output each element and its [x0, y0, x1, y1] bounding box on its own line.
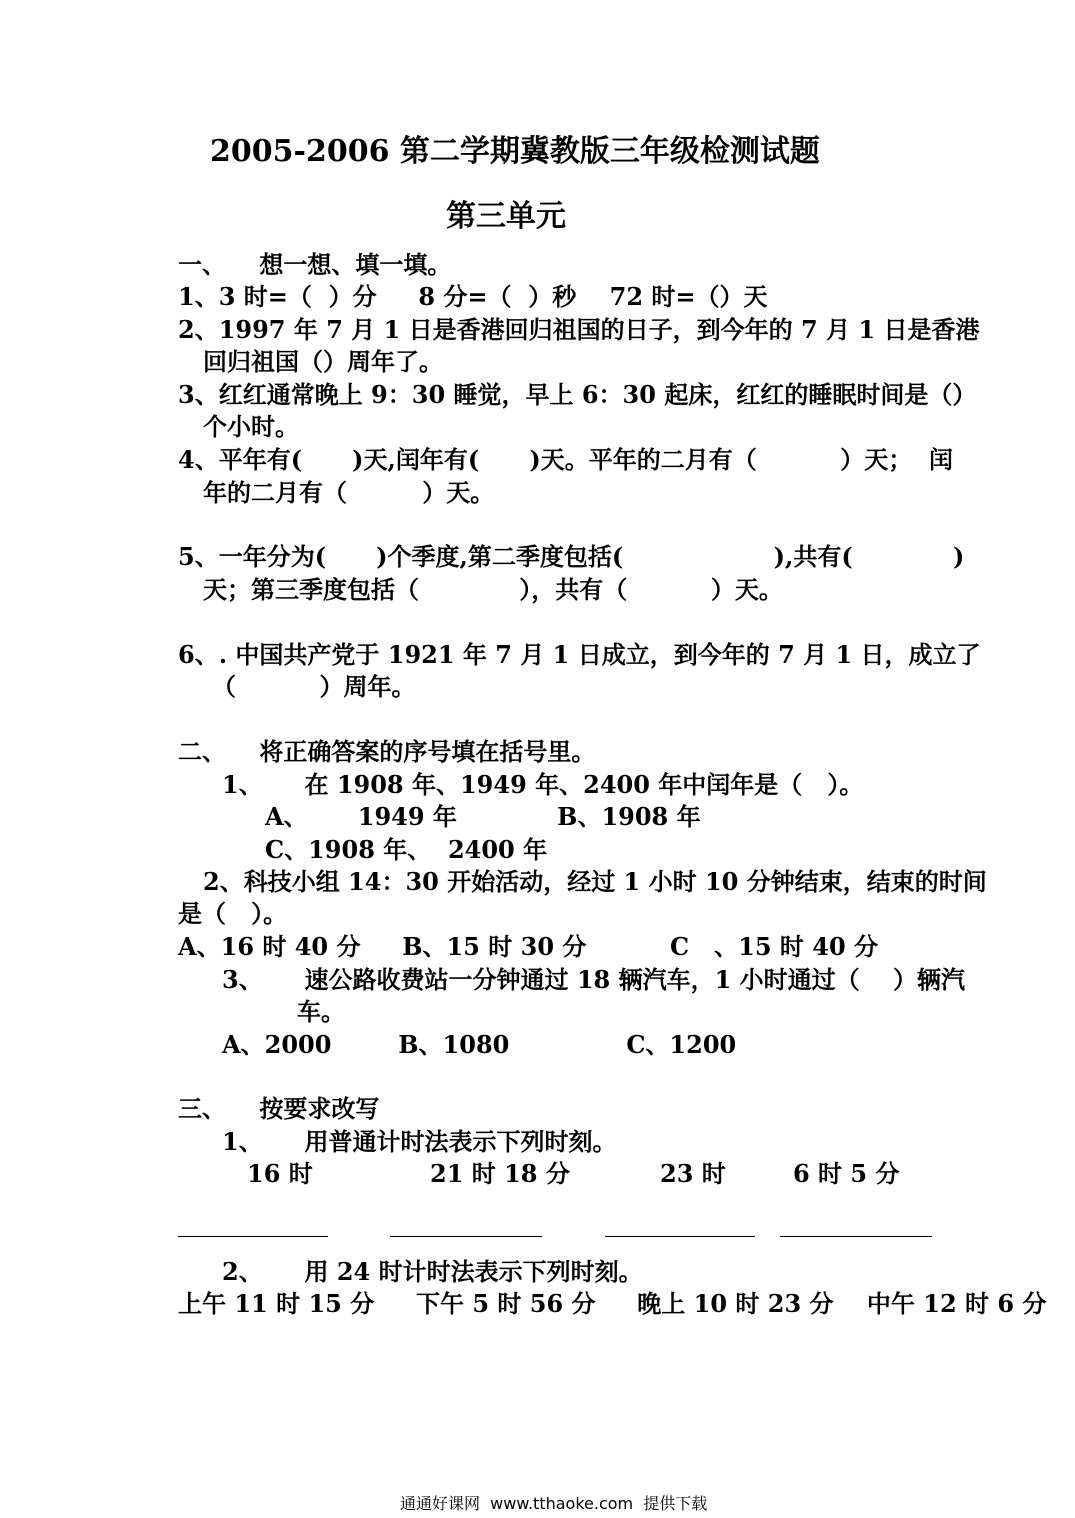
- question-1-3-line1: 3、红红通常晚上 9：30 睡觉，早上 6：30 起床，红红的睡眠时间是（）: [178, 380, 977, 409]
- question-3-1: 1、 用普通计时法表示下列时刻。: [222, 1127, 617, 1156]
- unit-title: 第三单元: [446, 199, 566, 234]
- question-1-2-line1: 2、1997 年 7 月 1 日是香港回归祖国的日子，到今年的 7 月 1 日是香港: [178, 315, 980, 344]
- answer-blank-3: [605, 1236, 755, 1237]
- question-3-2: 2、 用 24 时计时法表示下列时刻。: [222, 1257, 643, 1286]
- question-2-1: 1、 在 1908 年、1949 年、2400 年中闰年是（ ）。: [222, 770, 864, 799]
- section-2-heading: 二、 将正确答案的序号填在括号里。: [178, 737, 596, 766]
- question-1-6-line2: （ ）周年。: [212, 672, 416, 701]
- question-2-3-options: A、2000 B、1080 C、1200: [222, 1030, 737, 1059]
- question-3-1-time-2: 21 时 18 分: [430, 1159, 570, 1188]
- section-1-heading: 一、 想一想、填一填。: [178, 250, 452, 279]
- question-2-3-line2: 车。: [297, 997, 345, 1026]
- question-3-1-time-1: 16 时: [247, 1159, 313, 1188]
- answer-blank-2: [390, 1236, 542, 1237]
- page-title: 2005-2006 第二学期冀教版三年级检测试题: [210, 134, 820, 169]
- question-1-4-line2: 年的二月有（ ）天。: [203, 478, 495, 507]
- question-1-6-line1: 6、. 中国共产党于 1921 年 7 月 1 日成立，到今年的 7 月 1 日，成立了: [178, 640, 981, 669]
- question-1-5-line1: 5、一年分为( )个季度,第二季度包括( ),共有( ): [178, 542, 965, 571]
- question-1-1: 1、3 时=（ ）分 8 分=（ ）秒 72 时=（）天: [178, 282, 768, 311]
- answer-blank-4: [780, 1236, 932, 1237]
- question-2-2-options: A、16 时 40 分 B、15 时 30 分 C 、15 时 40 分: [178, 932, 878, 961]
- question-2-1-options-ab: A、 1949 年 B、1908 年: [265, 802, 701, 831]
- question-2-2-line1: 2、科技小组 14：30 开始活动，经过 1 小时 10 分钟结束，结束的时间: [203, 867, 987, 896]
- question-2-3-line1: 3、 速公路收费站一分钟通过 18 辆汽车，1 小时通过（ ）辆汽: [222, 965, 966, 994]
- question-3-1-time-4: 6 时 5 分: [793, 1159, 900, 1188]
- question-1-2-line2: 回归祖国（）周年了。: [203, 347, 443, 376]
- question-3-2-times: 上午 11 时 15 分 下午 5 时 56 分 晚上 10 时 23 分 中午 12 时 6 分: [178, 1289, 1047, 1318]
- question-1-3-line2: 个小时。: [203, 412, 299, 441]
- question-1-5-line2: 天；第三季度包括（ ），共有（ ）天。: [203, 575, 783, 604]
- question-2-2-line2: 是（ ）。: [178, 899, 288, 928]
- question-2-1-option-c: C、1908 年、 2400 年: [265, 835, 548, 864]
- question-1-4-line1: 4、平年有( )天,闰年有( )天。平年的二月有（ ）天； 闰: [178, 445, 954, 474]
- answer-blank-1: [178, 1236, 328, 1237]
- footer-credit: 通通好课网 www.tthaoke.com 提供下载: [400, 1494, 708, 1513]
- question-3-1-time-3: 23 时: [660, 1159, 726, 1188]
- section-3-heading: 三、 按要求改写: [178, 1094, 380, 1123]
